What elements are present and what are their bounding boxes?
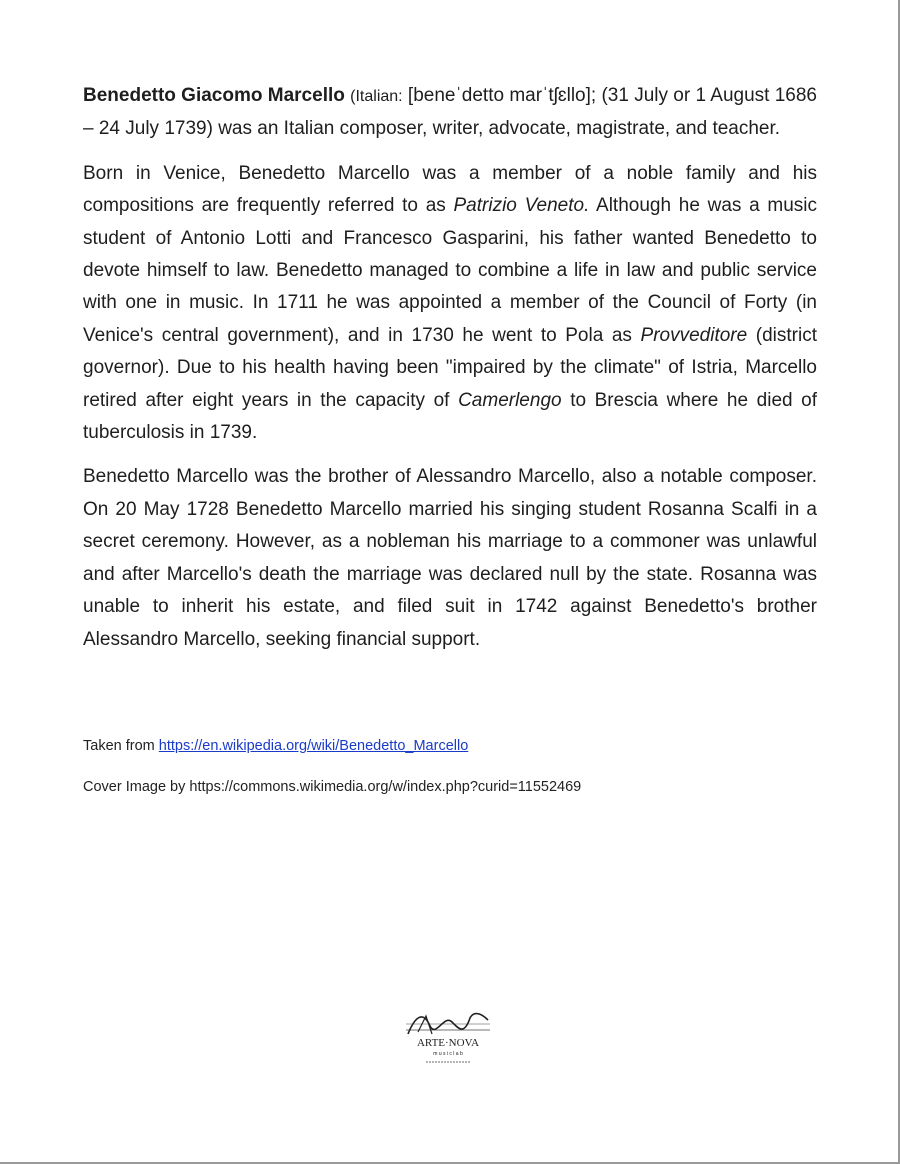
logo-wordmark: ARTE·NOVA [416, 1037, 480, 1049]
intro-paragraph [83, 80, 817, 146]
arte-nova-logo [404, 1010, 492, 1068]
intro-text: [beneˈdetto marˈtʃɛllo]; (31 July or 1 August 1686 – 24 July 1739) was an Italian composer, writer, advocate, magistrate, and teacher. [83, 85, 817, 140]
italic-term: Camerlengo [458, 389, 562, 411]
text-segment: (district governor). Due to his health having been "impaired by the climate" of Istria, Marcello retired after eight years in the capacity of [83, 324, 818, 411]
cover-credit: Cover Image by https://commons.wikimedia.org/w/index.php?curid=11552469 [83, 779, 582, 795]
source-label: Taken from [83, 738, 155, 754]
biography-paragraph [83, 158, 817, 450]
text-segment: to Brescia where he died of tuberculosis in 1739. [83, 389, 818, 444]
italic-term: Provveditore [640, 324, 748, 346]
family-paragraph: Benedetto Marcello was the brother of Alessandro Marcello, also a notable composer. On 20 May 1728 Benedetto Marcello married his singing student Rosanna Scalfi in a secret ceremony. However, as a nobleman his marriage to a commoner was unlawful and after Marcello's death the marriage was declared null by the state. Rosanna was unable to inherit his estate, and filed suit in 1742 against Benedetto's brother Alessandro Marcello, seeking financial support. [83, 466, 817, 650]
language-label: (Italian: [350, 88, 403, 105]
composer-name: Benedetto Giacomo Marcello [83, 85, 345, 106]
italic-term: Patrizio Veneto. [453, 195, 590, 217]
text-segment: Although he was a music student of Antonio Lotti and Francesco Gasparini, his father wanted Benedetto to devote himself to law. Benedetto managed to combine a life in law and public service with one in music. In 1711 he was appointed a member of the Council of Forty (in Venice's central government), and in 1730 he went to Pola as [83, 195, 817, 346]
text-segment: Born in Venice, Benedetto Marcello was a member of a noble family and his compositions are frequently referred to as [83, 162, 817, 217]
source-note [83, 734, 817, 758]
biography-text [83, 80, 817, 668]
logo-subtitle: m u s i c l a b [433, 1051, 463, 1057]
source-link[interactable]: https://en.wikipedia.org/wiki/Benedetto_Marcello [158, 738, 469, 754]
footer-notes [83, 734, 817, 816]
